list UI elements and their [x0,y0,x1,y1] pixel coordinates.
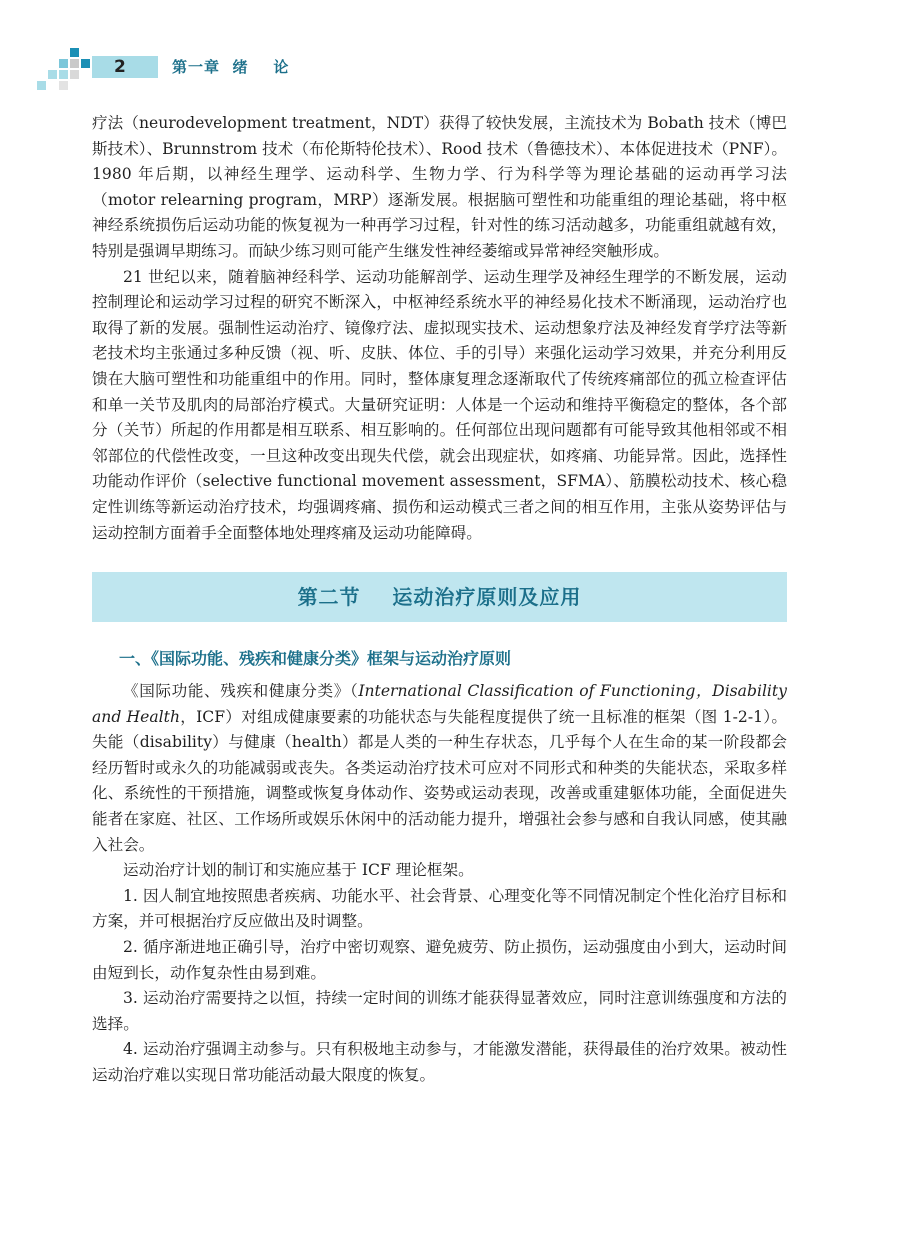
list-item-2: 2. 循序渐进地正确引导，治疗中密切观察、避免疲劳、防止损伤，运动强度由小到大，运动时间由短到长，动作复杂性由易到难。 [92,938,787,982]
list-item-3: 3. 运动治疗需要持之以恒，持续一定时间的训练才能获得显著效应，同时注意训练强度和方法的选择。 [92,989,787,1033]
icf-italic-title: International Classification of Functioning，Disability and Health [92,682,787,726]
header-decor-square [81,59,90,68]
paragraph-plan-intro: 运动治疗计划的制订和实施应基于 ICF 理论框架。 [123,861,474,880]
page-number: 2 [92,56,158,78]
header-decor-square [70,70,79,79]
subheading: 一、《国际功能、残疾和健康分类》框架与运动治疗原则 [119,649,512,669]
header-decor-square [59,70,68,79]
header-decor-square [48,70,57,79]
header-decor-square [59,81,68,90]
paragraph-intro-cont: 疗法（neurodevelopment treatment，NDT）获得了较快发展，主流技术为 Bobath 技术（博巴斯技术）、Brunnstrom 技术（布伦斯特伦技术）、Rood 技术（鲁德技术）、本体促进技术（PNF）。1980 年后期，以神经生理学、运动科学、生物力学、行为科学等为理论基础的运动再学习法（motor relearning program，MRP）逐渐发展。根据脑可塑性和功能重组的理论基础，将中枢神经系统损伤后运动功能的恢复视为一种再学习过程，针对性的练习活动越多，功能重组就越有效，特别是强调早期练习。而缺少练习则可能产生继发性神经萎缩或异常神经突触形成。 [92,114,787,260]
paragraph-21st-century: 21 世纪以来，随着脑神经科学、运动功能解剖学、运动生理学及神经生理学的不断发展，运动控制理论和运动学习过程的研究不断深入，中枢神经系统水平的神经易化技术不断涌现，运动治疗也取得了新的发展。强制性运动治疗、镜像疗法、虚拟现实技术、运动想象疗法及神经发育学疗法等新老技术均主张通过多种反馈（视、听、皮肤、体位、手的引导）来强化运动学习效果，并充分利用反馈在大脑可塑性和功能重组中的作用。同时，整体康复理念逐渐取代了传统疼痛部位的孤立检查评估和单一关节及肌肉的局部治疗模式。大量研究证明：人体是一个运动和维持平衡稳定的整体，各个部分（关节）所起的作用都是相互联系、相互影响的。任何部位出现问题都有可能导致其他相邻或不相邻部位的代偿性改变，一旦这种改变出现失代偿，就会出现症状，如疼痛、功能异常。因此，选择性功能动作评价（selective functional movement assessment，SFMA）、筋膜松动技术、核心稳定性训练等新运动治疗技术，均强调疼痛、损伤和运动模式三者之间的相互作用，主张从姿势评估与运动控制方面着手全面整体地处理疼痛及运动功能障碍。 [92,267,787,542]
icf-text-part2: ，ICF）对组成健康要素的功能状态与失能程度提供了统一且标准的框架（图 1-2-1）。失能（disability）与健康（health）都是人类的一种生存状态，几乎每个人在生命的某一阶段都会经历暂时或永久的功能减弱或丧失。各类运动治疗技术可应对不同形式和种类的失能状态，采取多样化、系统性的干预措施，调整或恢复身体动作、姿势或运动表现，改善或重建躯体功能，全面促进失能者在家庭、社区、工作场所或娱乐休闲中的活动能力提升，增强社会参与感和自我认同感，使其融入社会。 [92,707,787,854]
header-decor-square [70,48,79,57]
header-decor-square [37,81,46,90]
list-item-4: 4. 运动治疗强调主动参与。只有积极地主动参与，才能激发潜能，获得最佳的治疗效果。被动性运动治疗难以实现日常功能活动最大限度的恢复。 [92,1040,787,1084]
list-item-1: 1. 因人制宜地按照患者疾病、功能水平、社会背景、心理变化等不同情况制定个性化治疗目标和方案，并可根据治疗反应做出及时调整。 [92,886,787,931]
header-decor-square [59,59,68,68]
icf-text-part1: 《国际功能、残疾和健康分类》（ [123,682,359,701]
header-decor-square [70,59,79,68]
page-content [92,111,787,1089]
section-title: 第二节 运动治疗原则及应用 [92,572,787,622]
chapter-title: 第一章 绪 论 [172,58,290,76]
paragraph-icf [92,679,787,858]
